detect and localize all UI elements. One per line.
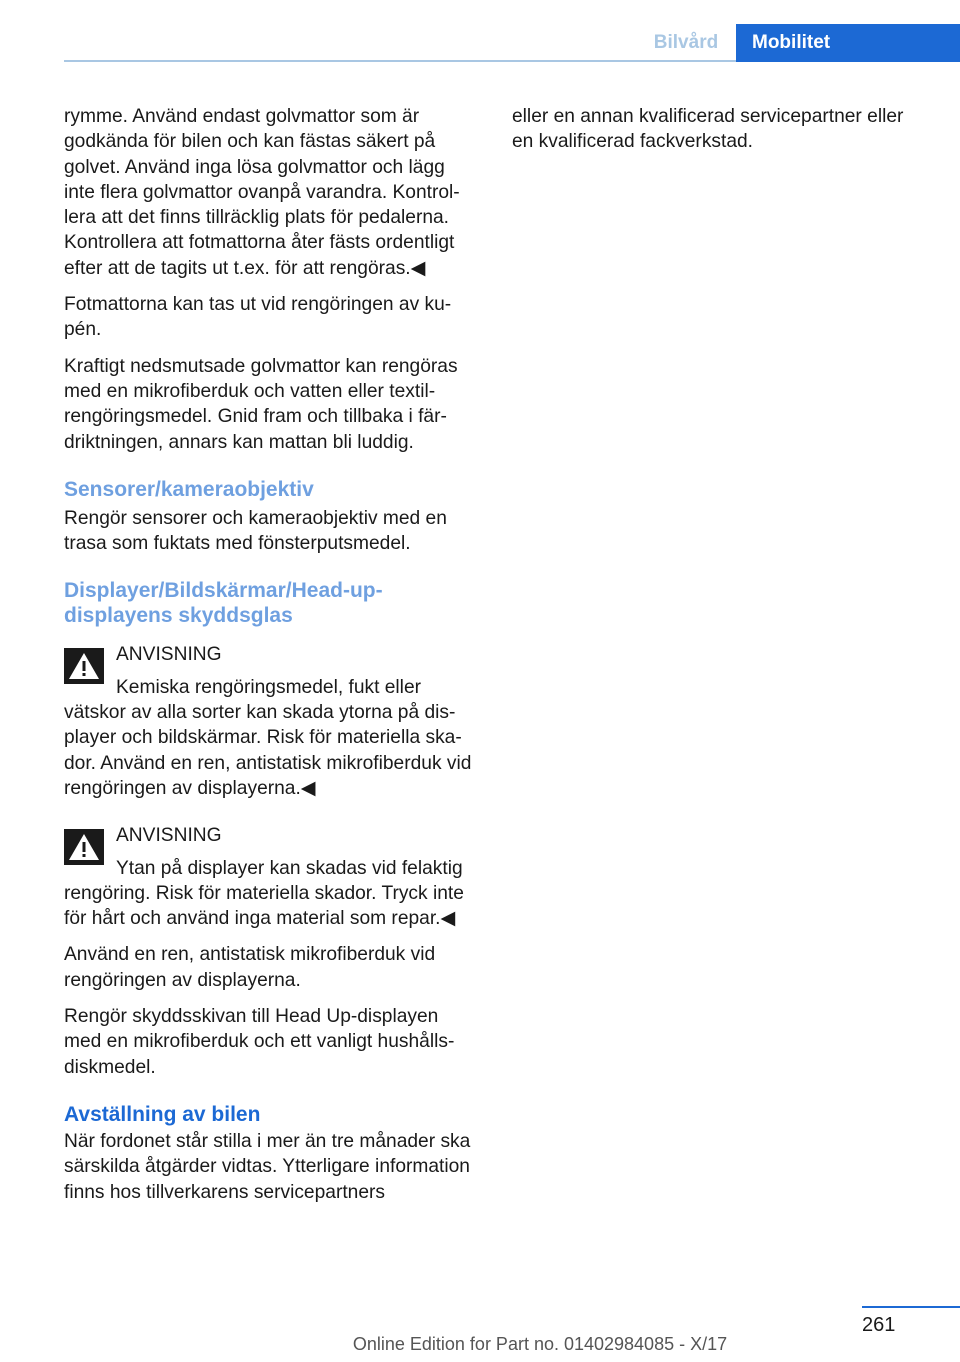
heading-displays: Displayer/Bildskärmar/Head-up-displayens skyddsglas (64, 579, 383, 628)
warning-body-first-line: Ytan på displayer kan skadas vid felaktig (116, 857, 463, 879)
paragraph-clean-mats: Kraftigt nedsmutsade golvmattor kan rengöras med en mikrofiberduk och vatten eller textilrengöringsmedel. Gnid fram och tillbaka i färdriktningen, annars kan mattan bli luddig. (64, 355, 458, 453)
tab-mobilitet[interactable]: Mobilitet (736, 24, 960, 62)
warning-triangle-icon (64, 648, 104, 684)
page-number: 261 (862, 1314, 896, 1336)
warning-title: ANVISNING (116, 644, 222, 666)
edition-line: Online Edition for Part no. 01402984085 - X/17 (352, 1334, 728, 1354)
paragraph-service-partner: eller en annan kvalificerad servicepartner eller en kvalificerad fackverkstad. (512, 106, 904, 153)
paragraph-parking: När fordonet står stilla i mer än tre månader ska särskilda åtgärder vidtas. Ytterligare information finns hos tillverkarens servicepartners (64, 1130, 471, 1203)
warning-block-1 (64, 642, 479, 801)
heading-sensors: Sensorer/kameraobjektiv (64, 477, 314, 501)
paragraph-remove-mats: Fotmattorna kan tas ut vid rengöringen av kupén. (64, 294, 452, 341)
heading-parking: Avställning av bilen (64, 1102, 261, 1126)
paragraph-hud-glass: Rengör skyddsskivan till Head Up-displayen med en mikrofiberduk och ett vanligt hushållsdiskmedel. (64, 1006, 455, 1078)
warning-triangle-icon (64, 829, 104, 865)
warning-body: vätskor av alla sorter kan skada ytorna på displayer och bildskärmar. Risk för materiella skador. Använd en ren, antistatisk mikrofiberduk vid rengöringen av displayerna.◀ (64, 702, 472, 799)
paragraph-antistatic-cloth: Använd en ren, antistatisk mikrofiberduk vid rengöringen av displayerna. (64, 944, 436, 991)
paragraph-floor-mats-warning-end: rymme. Använd endast golvmattor som är godkända för bilen och kan fästas säkert på golvet. Använd inga lösa golvmattor och lägg inte flera golvmattor ovanpå varandra. Kontrollera att det finns tillräcklig plats för pedalerna. Kontrollera att fotmattorna åter fästs ordentligt efter att de tagits ut t.ex. för att rengöras.◀ (64, 106, 460, 279)
warning-block-2 (64, 823, 479, 931)
right-column (512, 104, 922, 166)
left-column (64, 104, 479, 1216)
warning-title: ANVISNING (116, 825, 222, 847)
warning-body: rengöring. Risk för materiella skador. Tryck inte för hårt och använd inga material som repar.◀ (64, 882, 464, 930)
footer-rule (862, 1306, 960, 1308)
warning-body-first-line: Kemiska rengöringsmedel, fukt eller (116, 676, 422, 698)
paragraph-sensors: Rengör sensorer och kameraobjektiv med en trasa som fuktats med fönsterputsmedel. (64, 507, 447, 555)
tab-bilvard[interactable]: Bilvård (653, 32, 719, 53)
